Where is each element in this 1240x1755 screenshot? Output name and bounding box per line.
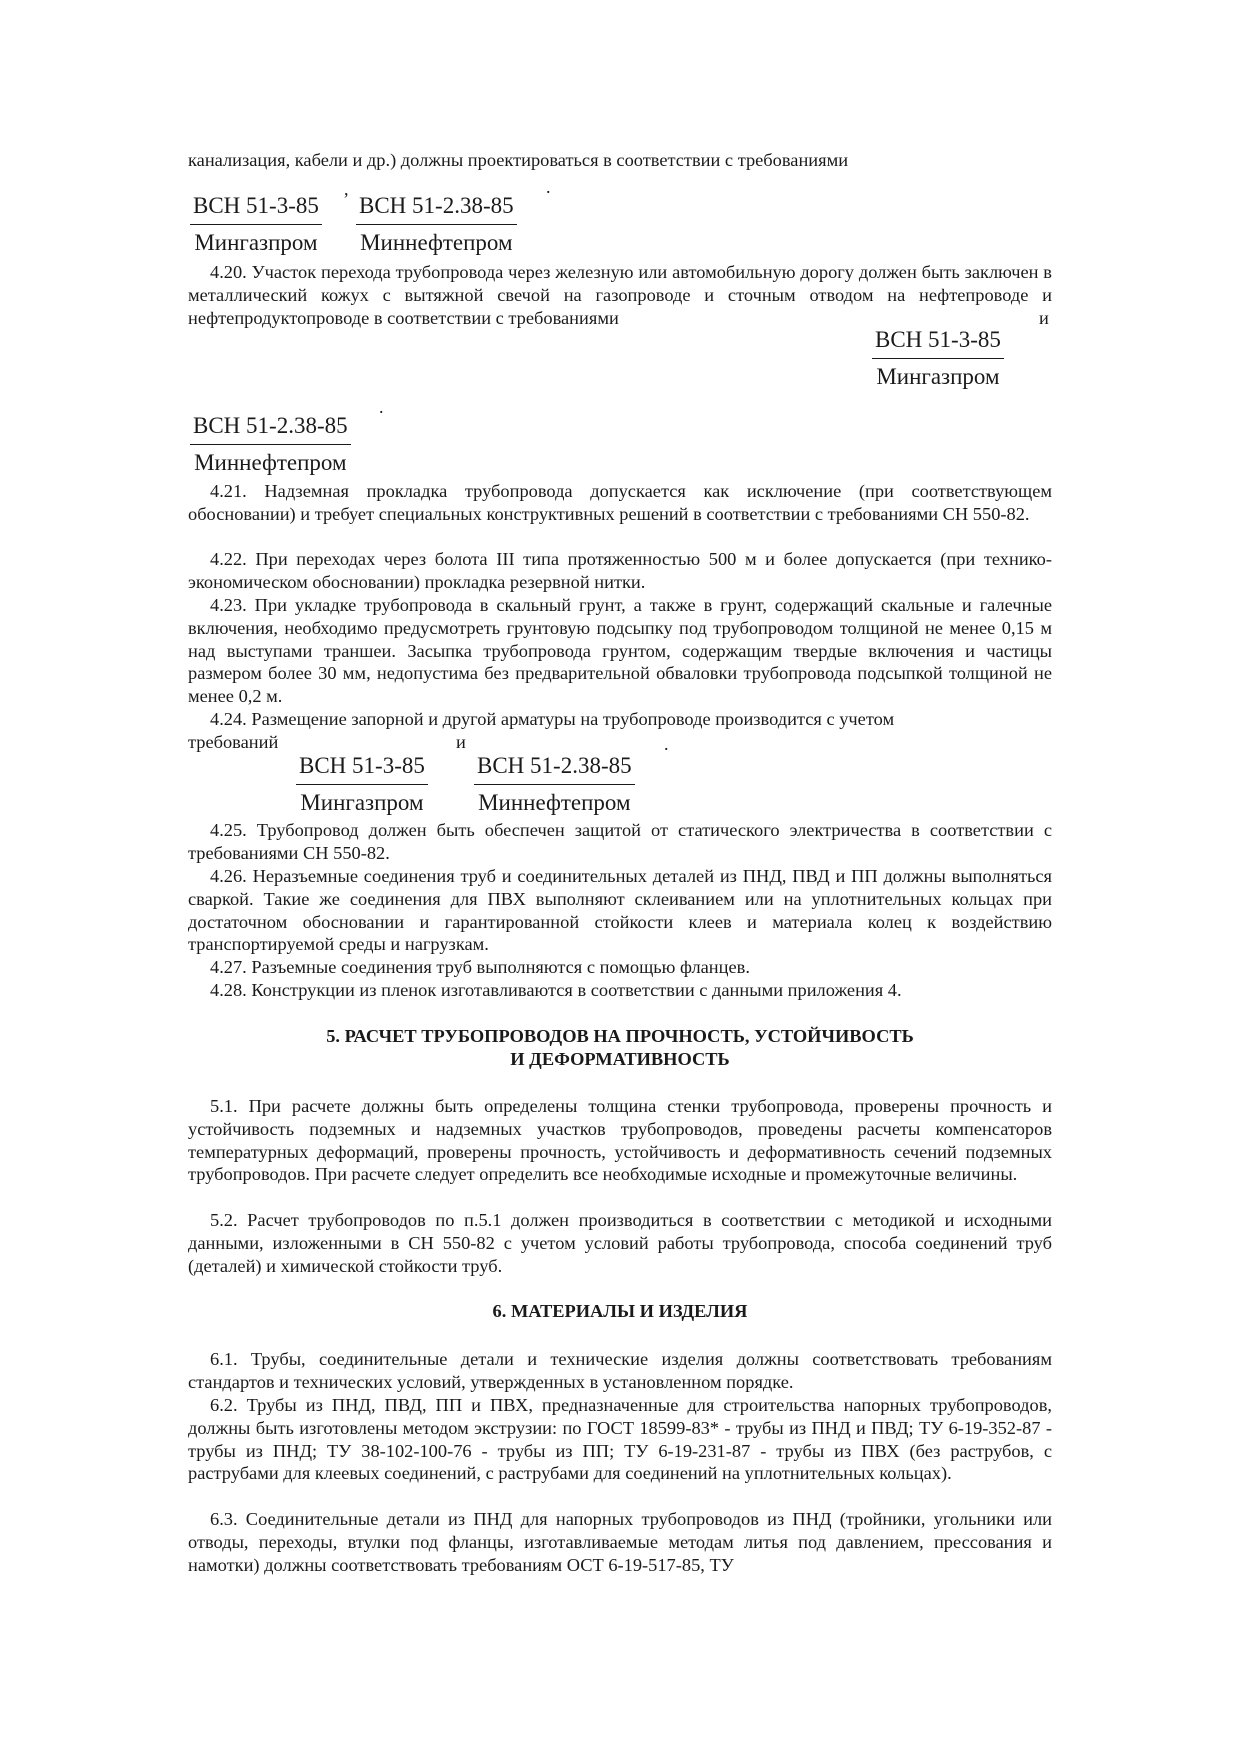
paragraph-6-3: 6.3. Соединительные детали из ПНД для напорных трубопроводов из ПНД (тройники, угольники или отводы, переходы, втулки под фланцы, изготавливаемые методам литья под давлением, прессования и намотки) должны соответствовать требованиям ОСТ 6-19-517-85, ТУ (188, 1509, 1052, 1575)
fraction-numerator: ВСН 51-2.38-85 (190, 412, 351, 445)
period-mark: . (546, 177, 551, 197)
paragraph-6-1: 6.1. Трубы, соединительные детали и технические изделия должны соответствовать требованиям стандартов и технических условий, утвержденных в установленном порядке. (188, 1349, 1052, 1392)
paragraph-4-23: 4.23. При укладке трубопровода в скальный грунт, а также в грунт, содержащий скальные и галечные включения, необходимо предусмотреть грунтовую подсыпку под трубопроводом толщиной не менее 0,15 м над выступами траншеи. Засыпка трубопровода грунтом, содержащим твердые включения и частицы размером более 30 мм, недопустима без предварительной обваловки трубопровода подсыпкой толщиной не менее 0,2 м. (188, 595, 1052, 707)
paragraph-4-25: 4.25. Трубопровод должен быть обеспечен защитой от статического электричества в соответствии с требованиями СН 550-82. (188, 820, 1052, 863)
period-mark: . (664, 734, 669, 754)
paragraph-4-28: 4.28. Конструкции из пленок изготавливаются в соответствии с данными приложения 4. (210, 980, 902, 1000)
fraction-numerator: ВСН 51-2.38-85 (356, 192, 517, 225)
fraction-vsn-51-3-85 (296, 752, 428, 817)
section-5-title-line2: И ДЕФОРМАТИВНОСТЬ (510, 1049, 730, 1069)
fraction-vsn-51-3-85 (190, 192, 322, 257)
period-mark: . (379, 397, 384, 417)
paragraph-4-21: 4.21. Надземная прокладка трубопровода допускается как исключение (при соответствующем обосновании) и требует специальных конструктивных решений в соответствии с требованиями СН 550-82. (188, 481, 1052, 524)
paragraph-5-1: 5.1. При расчете должны быть определены толщина стенки трубопровода, проверены прочность и устойчивость подземных и надземных участков трубопроводов, проведены расчеты компенсаторов температурных деформаций, проверены прочность, устойчивость и деформативность сечений подземных трубопроводов. При расчете следует определить все необходимые исходные и промежуточные величины. (188, 1096, 1052, 1185)
paragraph-5-2: 5.2. Расчет трубопроводов по п.5.1 должен производиться в соответствии с методикой и исходными данными, изложенными в СН 550-82 с учетом условий работы трубопровода, способа соединений труб (деталей) и химической стойкости труб. (188, 1210, 1052, 1276)
fraction-denominator: Миннефтепром (478, 790, 631, 815)
paragraph-4-27: 4.27. Разъемные соединения труб выполняются с помощью фланцев. (210, 957, 750, 977)
fraction-numerator: ВСН 51-3-85 (296, 752, 428, 785)
fraction-denominator: Мингазпром (194, 230, 318, 255)
section-6-title: 6. МАТЕРИАЛЫ И ИЗДЕЛИЯ (492, 1301, 748, 1321)
paragraph-4-26: 4.26. Неразъемные соединения труб и соединительных деталей из ПНД, ПВД и ПП должны выполняться сваркой. Такие же соединения для ПВХ выполняют склеиванием или на уплотнительных кольцах при достаточном обосновании и гарантированной стойкости клеев и материала колец к воздействию транспортируемой среды и нагрузкам. (188, 866, 1052, 955)
paragraph-4-24-cont: требований (188, 732, 279, 752)
paragraph-4-22: 4.22. При переходах через болота III типа протяженностью 500 м и более допускается (при технико-экономическом обосновании) прокладка резервной нитки. (188, 549, 1052, 592)
fraction-denominator: Мингазпром (300, 790, 424, 815)
section-5-title-line1: 5. РАСЧЕТ ТРУБОПРОВОДОВ НА ПРОЧНОСТЬ, УСТОЙЧИВОСТЬ (326, 1026, 914, 1046)
fraction-vsn-51-3-85 (872, 326, 1004, 391)
paragraph-4-20-text: 4.20. Участок перехода трубопровода через железную или автомобильную дорогу должен быть заключен в металлический кожух с вытяжной свечой на газопроводе и сточным отводом на нефтепроводе и нефтепродуктопроводе в соответствии с требованиями (188, 262, 1052, 328)
fraction-denominator: Мингазпром (876, 364, 1000, 389)
fraction-vsn-51-2-38-85 (474, 752, 635, 817)
paragraph-4-20 (188, 261, 1052, 329)
fraction-vsn-51-2-38-85 (190, 412, 351, 477)
fraction-denominator: Миннефтепром (194, 450, 347, 475)
fraction-denominator: Миннефтепром (360, 230, 513, 255)
conjunction-and: и (456, 732, 466, 752)
paragraph-4-19-end: канализация, кабели и др.) должны проектироваться в соответствии с требованиями (188, 150, 849, 170)
fraction-numerator: ВСН 51-3-85 (190, 192, 322, 225)
paragraph-4-24: 4.24. Размещение запорной и другой арматуры на трубопроводе производится с учетом (210, 709, 895, 729)
fraction-numerator: ВСН 51-2.38-85 (474, 752, 635, 785)
conjunction-and: и (1039, 308, 1049, 328)
paragraph-6-2: 6.2. Трубы из ПНД, ПВД, ПП и ПВХ, предназначенные для строительства напорных трубопроводов, должны быть изготовлены методом экструзии: по ГОСТ 18599-83* - трубы из ПНД и ПВД; ТУ 6-19-352-87 - трубы из ПНД; ТУ 38-102-100-76 - трубы из ПП; ТУ 6-19-231-87 - трубы из ПВХ (без раструбов, с раструбами для клеевых соединений, с раструбами для соединений на уплотнительных кольцах). (188, 1395, 1052, 1484)
fraction-vsn-51-2-38-85 (356, 192, 517, 257)
fraction-numerator: ВСН 51-3-85 (872, 326, 1004, 359)
comma-mark: , (344, 179, 349, 199)
